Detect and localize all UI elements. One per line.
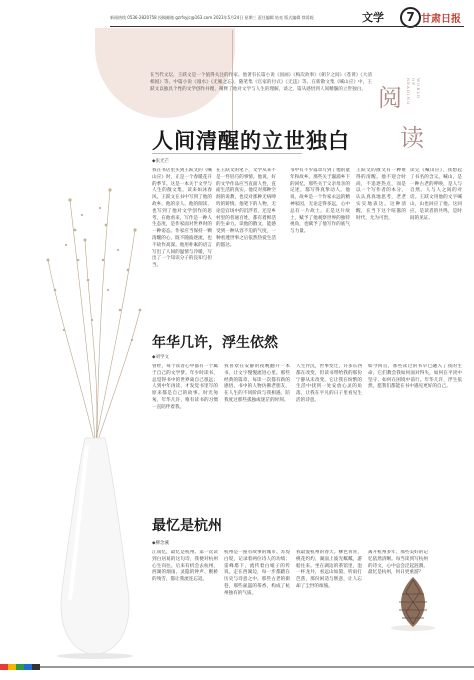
article-3-column-2: 杭州是一座有故事的城市。苏堤白堤，记录着两位诗人的功绩；雷峰塔下，流传着白娘子的传说。走在西湖边，每一步都踏在历史与诗意之中。那些古老的街巷，那些氤氲的茶香，构成了杭州独有的气质。	[224, 550, 290, 596]
article-title-2: 年华几许，浮生依然	[152, 335, 278, 351]
reading-char-2: 读	[400, 124, 424, 152]
article-1-column-4: 王跃文的散文有一种难得的清醒。他不迎合时尚，不追逐热点，而是以一个写作者的本分，认认真真地思考，老老实实地表达。这种清醒，在当下这个喧嚣的时代，尤为可贵。	[356, 168, 406, 221]
article-byline-3: ◆柳念溪	[152, 541, 169, 546]
title-underline	[152, 153, 302, 154]
article-2-column-4: 如今回首，那些读过的书早已融入了我的生命。它们教会我如何面对得失，如何在平淡中坚守，如何在困境中前行。年华几许，浮生依然，愿我们都能在书中遇见更好的自己。	[368, 364, 462, 390]
pinecone-illustration	[388, 572, 438, 632]
masthead-info-line: 新闻热线 0536-2820758 投稿邮箱 gzrfsyjc@163.com 2023年5月24日 星期三 责任编辑 姑亮 版式编辑 徐爱妮	[110, 15, 314, 20]
article-1-column-2: 在王跃文的笔下，文学从来不是一件轻巧的事情。他说，好的文学作品应当直面人性，直面生活的真实。他反对那种空洞的说教，也反对那种无病呻吟的矫情。他笔下的人物，无论是官场中的沉浮者，还是乡村里的普通百姓，都有着鲜活的生命力。读他的散文，能感受到一种从容不迫的气度，一种看透世事之后依然热爱生活的豁达。	[216, 168, 276, 248]
newspaper-brand-logo: 甘肃日报	[421, 14, 461, 25]
article-2-column-1: 曾经，每个读者心中都有一个属于自己的文学梦。年少时读书，总觉得书中的世界离自己很远；人到中年再读，才发觉书里写的原来都是自己的故事。时光匆匆，年华几许，唯有读书的习惯一直陪伴着我。	[152, 364, 218, 410]
reading-english-label: WORLD OF READING	[406, 78, 421, 106]
article-title-3: 最忆是杭州	[152, 518, 222, 534]
article-byline-2: ◆刘学文	[152, 355, 169, 360]
article-1-column-3: 书中有不少篇章写到了他的童年和故乡。那些关于溆浦乡下的回忆，那些关于父亲母亲的记述，都写得真挚动人。他说，故乡是一个作家永远的精神家园，无论走得多远，心中总有一片故土。正是这片故土，赋予了他观察世界的独特视角，也赋予了他写作的底气与力量。	[290, 168, 350, 235]
article-3-column-4: 离开杭州多年，那些美好的记忆依然清晰。每当读到写杭州的诗文，心中总会泛起涟漪。最忆是杭州，何日更重游？	[368, 550, 428, 576]
article-byline-1: ◆张光芒	[152, 159, 169, 164]
reading-char-1: 阅	[378, 84, 402, 112]
section-label: 文学	[362, 11, 384, 24]
vase-illustration	[40, 170, 150, 660]
intro-paragraph: 在当代文坛，王跃文是一个值得关注的作家。他著有长篇小说《国画》《梅次故事》《朝夕之间》《苍黄》《大清相国》等，中篇小说《漫水》《无雁之忘》，随笔集《官家的付式》《无违》等。在新散文集《喊山应》中，王跃文以独具个性的文学创作并理，阐释了他对文学与人生的理解，谈之，篇从感悟到人间精髓的立世独白。	[150, 73, 372, 93]
article-2-column-3: 人生浮沉，世事变迁，许多东西都在改变，但读书带给我的那份宁静从未改变。它让我在纷繁的生活中找到一处安放心灵的角落，让我在平凡的日子里看见生活的诗意。	[296, 364, 362, 403]
page-number: 7	[400, 7, 421, 28]
article-1-column-1: 我在书店里买到王跃文的《喊山应》时，正是一个春暖花开的季节。这是一本关于文学与人生的散文集，读来如沐春风。王跃文在书中写到了他的故乡、他的亲人、他的阅读，也写到了他对文学创作的思考。在他看来，写作是一种人生态度，是作家面对世界时的一种姿态。作家应当保持一颗清醒的心，既不随波逐流，也不故作高深。他用朴素的语言写出了人间的温情与冷暖，写出了一个知识分子的良知与担当。	[152, 168, 212, 269]
article-3-column-1: 江南忆，最忆是杭州。第一次读到白居易的这句诗，我便对杭州心生向往。后来有机会去杭州，西湖的烟雨、灵隐的钟声、断桥的残雪，都让我流连忘返。	[152, 550, 218, 583]
article-2-column-2: 我喜欢在安静的夜晚翻开一本书，让文字慢慢流进心里。那些经典的篇章，每读一次都有新的感悟。书中的人物仿佛老朋友，在人生的不同阶段与我相遇，陪我度过那些孤独或迷茫的时刻。	[224, 364, 290, 403]
article-title-1: 人间清醒的立世独白	[152, 128, 350, 153]
article-3-column-3: 我最爱杭州的春天。柳色青青，桃花灼灼，湖面上波光粼粼，游船往来。坐在湖边的茶馆里，泡一杯龙井，看远山如黛，听雨打芭蕉，那份闲适与惬意，让人忘却了尘世的烦恼。	[296, 550, 362, 589]
header-rule	[110, 26, 464, 27]
article-1-column-5: 读完《喊山应》，我想起了书名的含义。喊山，是一种古老的呼唤，是人与自然、人与人之间的对话。王跃文用他的文字喊山，山也回应了他。这回应，是读者的共鸣，是时间的见证。	[410, 168, 462, 221]
footer-color-bar	[0, 664, 474, 670]
